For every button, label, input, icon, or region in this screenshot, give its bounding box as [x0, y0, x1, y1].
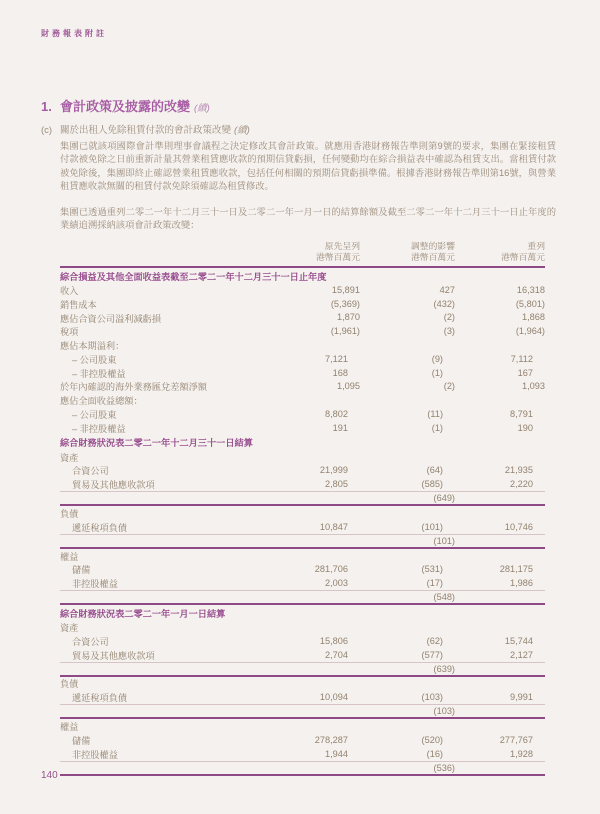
row-value: 16,318 — [516, 284, 545, 295]
row-value: 10,746 — [504, 521, 533, 532]
table-row — [60, 491, 545, 506]
row-value: (9) — [431, 353, 443, 364]
table-section-header: 綜合財務狀況表二零二一年十二月三十一日結算 — [60, 438, 253, 449]
row-value: 7,112 — [510, 353, 533, 364]
row-label: 合資公司 — [72, 466, 109, 477]
row-label: 非控股權益 — [72, 749, 118, 760]
row-label: 儲備 — [72, 565, 91, 576]
row-value: (585) — [421, 479, 443, 490]
table-row — [60, 677, 545, 691]
row-value: (531) — [421, 564, 443, 575]
row-value: (103) — [421, 692, 443, 703]
row-label: – 非控股權益 — [72, 368, 126, 379]
table-row — [60, 576, 545, 590]
table-section-header: 綜合損益及其他全面收益表截至二零二一年十二月三十一日止年度 — [60, 271, 327, 282]
row-label: 於年內確認的海外業務匯兌差額淨額 — [60, 382, 207, 393]
table-row — [60, 506, 545, 520]
row-label: 資產 — [60, 452, 79, 463]
table-body — [60, 268, 545, 776]
row-value: (432) — [433, 298, 455, 309]
row-value: 191 — [332, 422, 348, 433]
row-value: (103) — [433, 706, 455, 717]
row-label: 貿易及其他應收款項 — [72, 650, 155, 661]
table-row — [60, 311, 545, 325]
table-row — [60, 733, 545, 747]
table-row — [60, 719, 545, 733]
table-row — [60, 435, 545, 450]
row-value: (1) — [431, 367, 443, 378]
row-value: (548) — [433, 592, 455, 603]
table-row — [60, 690, 545, 704]
row-value: 15,744 — [504, 635, 533, 646]
row-label: 收入 — [60, 285, 79, 296]
row-value: 1,095 — [337, 381, 360, 392]
row-value: (1) — [431, 422, 443, 433]
table-row — [60, 450, 545, 464]
table-row — [60, 662, 545, 677]
row-label: 資產 — [60, 623, 79, 634]
row-value: (16) — [426, 748, 443, 759]
table-column-headers — [60, 241, 545, 266]
row-value: 8,791 — [510, 409, 533, 420]
row-value: 278,287 — [314, 734, 348, 745]
row-label: 銷售成本 — [60, 299, 97, 310]
row-value: (101) — [421, 521, 443, 532]
body-paragraph-1: 集團已就該項國際會計準則理事會議程之決定修改其會計政策。就應用香港財務報告準則第9號的要求，集團在緊接租賃付款被免除之日前重新計量其營業租賃應收款的預期信貸虧損，任何變動均在綜合損益表中確認為租賃支出。當租賃付款被免除後，集團即終止確認營業租賃應收款，包括任何相關的預期信貸虧損準備。根據香港財務報告準則第16號，與營業租賃應收款無關的租賃付款免除須確認為租賃修改。 — [60, 141, 556, 192]
row-value: (5,801) — [515, 298, 545, 309]
row-value: (1,961) — [330, 326, 360, 337]
table-row — [60, 648, 545, 662]
table-row — [60, 380, 545, 394]
row-value: 15,891 — [331, 284, 360, 295]
row-label: 應佔全面收益總額： — [60, 396, 143, 407]
row-value: 281,706 — [314, 564, 348, 575]
row-value: 1,928 — [510, 748, 533, 759]
subsection-title — [41, 122, 250, 136]
row-value: (64) — [426, 465, 443, 476]
row-value: (62) — [426, 635, 443, 646]
row-value: 10,094 — [319, 692, 348, 703]
table-row — [60, 605, 545, 620]
row-value: 21,999 — [319, 465, 348, 476]
table-row — [60, 620, 545, 634]
section-title-text: 會計政策及披露的改變 — [60, 99, 191, 114]
section-number: 1. — [41, 99, 52, 114]
row-value: (11) — [427, 409, 443, 420]
row-value: 168 — [332, 367, 348, 378]
body-paragraph-2: 集團已透過重列二零二一年十二月三十一日及二零二一年一月一日的結算餘額及截至二零二一年十二月三十一日止年度的業績追溯採納該項會計政策改變： — [60, 207, 556, 231]
row-value: (2) — [443, 381, 455, 392]
table-row — [60, 704, 545, 719]
row-value: (536) — [433, 762, 455, 773]
table-row — [60, 366, 545, 380]
row-value: (649) — [433, 493, 455, 504]
table-row — [60, 549, 545, 563]
table-row — [60, 590, 545, 605]
row-value: 1,870 — [337, 312, 360, 323]
row-label: 權益 — [60, 551, 79, 562]
row-label: – 公司股東 — [72, 410, 117, 421]
table-row — [60, 761, 545, 776]
row-label: 應佔本期溢利： — [60, 341, 125, 352]
row-value: 15,806 — [319, 635, 348, 646]
table-row — [60, 324, 545, 338]
table-row — [60, 393, 545, 407]
table-row — [60, 283, 545, 297]
column-header-restated: 重列 港幣百萬元 — [501, 241, 545, 262]
table-row — [60, 407, 545, 421]
row-label: 應佔合資公司溢利減虧損 — [60, 313, 162, 324]
row-label: 負債 — [60, 509, 79, 520]
row-value: 167 — [517, 367, 533, 378]
table-row — [60, 352, 545, 366]
page-number: 140 — [41, 770, 58, 781]
table-row — [60, 477, 545, 491]
subsection-letter: (c) — [41, 125, 53, 136]
row-value: 9,991 — [510, 692, 533, 703]
row-value: (5,369) — [330, 298, 360, 309]
row-value: 21,935 — [504, 465, 533, 476]
restatement-table — [60, 241, 545, 776]
row-value: 190 — [517, 422, 533, 433]
row-value: 8,802 — [325, 409, 348, 420]
row-value: 2,704 — [325, 649, 348, 660]
row-value: 7,121 — [325, 353, 348, 364]
table-row — [60, 421, 545, 435]
table-row — [60, 297, 545, 311]
row-value: 427 — [439, 284, 455, 295]
row-label: 稅項 — [60, 327, 79, 338]
row-label: 貿易及其他應收款項 — [72, 480, 155, 491]
table-row — [60, 338, 545, 352]
table-row — [60, 634, 545, 648]
row-value: 1,944 — [325, 748, 348, 759]
table-section-header: 綜合財務狀況表二零二一年一月一日結算 — [60, 608, 226, 619]
row-label: 權益 — [60, 722, 79, 733]
row-value: 1,868 — [522, 312, 545, 323]
row-value: 2,220 — [510, 479, 533, 490]
row-label: 合資公司 — [72, 636, 109, 647]
table-row — [60, 534, 545, 549]
row-value: 2,805 — [325, 479, 348, 490]
subsection-title-text: 關於出租人免除租賃付款的會計政策改變 — [60, 125, 232, 136]
column-header-spacer — [60, 241, 270, 263]
table-row — [60, 520, 545, 534]
row-value: (639) — [433, 663, 455, 674]
row-value: (2) — [443, 312, 455, 323]
section-title — [41, 96, 210, 115]
row-label: 遞延稅項負債 — [72, 522, 128, 533]
row-value: 281,175 — [499, 564, 533, 575]
table-row — [60, 563, 545, 577]
row-value: (1,964) — [515, 326, 545, 337]
running-header: 財務報表附註 — [41, 29, 107, 38]
row-label: 遞延稅項負債 — [72, 693, 128, 704]
row-label: 儲備 — [72, 735, 91, 746]
column-header-adjustment: 調整的影響 港幣百萬元 — [411, 241, 455, 262]
row-value: 1,093 — [522, 381, 545, 392]
row-value: 277,767 — [499, 734, 533, 745]
subsection-continued-label: (續) — [234, 125, 250, 136]
row-value: 2,127 — [510, 649, 533, 660]
column-header-original: 原先呈列 港幣百萬元 — [316, 241, 360, 262]
row-label: – 公司股東 — [72, 354, 117, 365]
row-value: (3) — [443, 326, 455, 337]
table-row — [60, 747, 545, 761]
row-value: (577) — [421, 649, 443, 660]
table-row — [60, 268, 545, 283]
row-value: 2,003 — [325, 578, 348, 589]
table-row — [60, 464, 545, 478]
row-value: 1,986 — [510, 578, 533, 589]
row-label: 非控股權益 — [72, 579, 118, 590]
row-value: 10,847 — [319, 521, 348, 532]
row-value: (101) — [433, 535, 455, 546]
row-label: 負債 — [60, 679, 79, 690]
row-label: – 非控股權益 — [72, 423, 126, 434]
row-value: (520) — [421, 734, 443, 745]
section-continued-label: (續) — [194, 103, 210, 114]
row-value: (17) — [426, 578, 443, 589]
